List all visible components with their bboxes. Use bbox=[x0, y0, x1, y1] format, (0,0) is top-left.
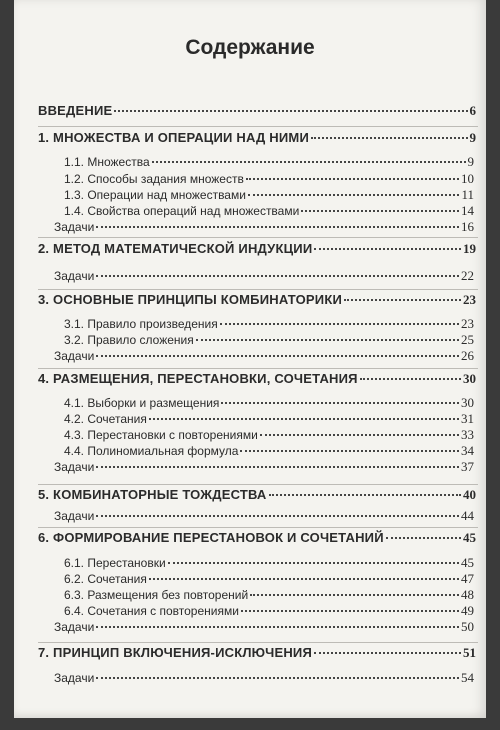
entry-page: 54 bbox=[461, 670, 474, 685]
leader-dots bbox=[114, 110, 467, 112]
toc-entry-exercises[interactable] bbox=[54, 459, 474, 475]
entry-label: 4. РАЗМЕЩЕНИЯ, ПЕРЕСТАНОВКИ, СОЧЕТАНИЯ bbox=[38, 371, 358, 386]
divider bbox=[38, 484, 478, 485]
entry-label: 1. МНОЖЕСТВА И ОПЕРАЦИИ НАД НИМИ bbox=[38, 130, 310, 145]
toc-entry-exercises[interactable] bbox=[54, 219, 474, 235]
leader-dots bbox=[311, 137, 467, 139]
entry-page: 45 bbox=[463, 530, 476, 545]
entry-page: 10 bbox=[461, 171, 474, 186]
entry-label: 1.3. Операции над множествами bbox=[64, 188, 246, 202]
entry-label: 6. ФОРМИРОВАНИЕ ПЕРЕСТАНОВОК И СОЧЕТАНИЙ bbox=[38, 530, 384, 545]
leader-dots bbox=[96, 275, 459, 277]
leader-dots bbox=[96, 226, 459, 228]
toc-entry-introduction[interactable] bbox=[38, 103, 476, 119]
entry-page: 37 bbox=[461, 459, 474, 474]
leader-dots bbox=[248, 194, 460, 196]
entry-label: 5. КОМБИНАТОРНЫЕ ТОЖДЕСТВА bbox=[38, 487, 267, 502]
leader-dots bbox=[269, 494, 461, 496]
leader-dots bbox=[96, 466, 459, 468]
entry-label: Задачи bbox=[54, 269, 95, 283]
entry-page: 23 bbox=[461, 316, 474, 331]
leader-dots bbox=[240, 450, 459, 452]
entry-label: Задачи bbox=[54, 509, 95, 523]
entry-page: 26 bbox=[461, 348, 474, 363]
leader-dots bbox=[149, 578, 459, 580]
entry-page: 11 bbox=[461, 187, 474, 202]
toc-entry-section[interactable] bbox=[64, 154, 474, 170]
entry-label: 6.3. Размещения без повторений bbox=[64, 588, 249, 602]
document-page bbox=[14, 0, 486, 718]
entry-page: 9 bbox=[469, 130, 476, 145]
toc-entry-section[interactable] bbox=[64, 443, 474, 459]
entry-label: Задачи bbox=[54, 671, 95, 685]
leader-dots bbox=[250, 594, 459, 596]
entry-page: 6 bbox=[469, 103, 476, 118]
entry-page: 50 bbox=[461, 619, 474, 634]
toc-entry-chapter-1[interactable] bbox=[38, 130, 476, 146]
page-title: Содержание bbox=[185, 36, 315, 59]
entry-page: 30 bbox=[463, 371, 476, 386]
toc-entry-chapter-4[interactable] bbox=[38, 371, 476, 387]
toc-entry-exercises[interactable] bbox=[54, 348, 474, 364]
entry-page: 34 bbox=[461, 443, 474, 458]
entry-label: 6.4. Сочетания с повторениями bbox=[64, 604, 239, 618]
entry-page: 31 bbox=[461, 411, 474, 426]
toc-entry-section[interactable] bbox=[64, 171, 474, 187]
toc-entry-section[interactable] bbox=[64, 395, 474, 411]
leader-dots bbox=[96, 355, 459, 357]
toc-entry-section[interactable] bbox=[64, 411, 474, 427]
entry-label: 3.1. Правило произведения bbox=[64, 317, 218, 331]
toc-entry-section[interactable] bbox=[64, 187, 474, 203]
leader-dots bbox=[220, 323, 459, 325]
entry-label: 6.1. Перестановки bbox=[64, 556, 166, 570]
toc-entry-chapter-6[interactable] bbox=[38, 530, 476, 546]
entry-label: 3.2. Правило сложения bbox=[64, 333, 194, 347]
entry-page: 44 bbox=[461, 508, 474, 523]
entry-label: Задачи bbox=[54, 460, 95, 474]
entry-label: 6.2. Сочетания bbox=[64, 572, 147, 586]
toc-entry-section[interactable] bbox=[64, 571, 474, 587]
entry-page: 22 bbox=[461, 268, 474, 283]
entry-label: 1.2. Способы задания множеств bbox=[64, 172, 244, 186]
toc-entry-chapter-2[interactable] bbox=[38, 241, 476, 257]
entry-page: 51 bbox=[463, 645, 476, 660]
entry-page: 25 bbox=[461, 332, 474, 347]
entry-label: Задачи bbox=[54, 220, 95, 234]
leader-dots bbox=[96, 626, 459, 628]
entry-page: 49 bbox=[461, 603, 474, 618]
divider bbox=[38, 237, 478, 238]
toc-entry-section[interactable] bbox=[64, 332, 474, 348]
entry-label: 4.3. Перестановки с повторениями bbox=[64, 428, 258, 442]
entry-label: ВВЕДЕНИЕ bbox=[38, 103, 113, 118]
toc-entry-section[interactable] bbox=[64, 427, 474, 443]
leader-dots bbox=[221, 402, 459, 404]
entry-label: 4.1. Выборки и размещения bbox=[64, 396, 220, 410]
toc-entry-section[interactable] bbox=[64, 203, 474, 219]
leader-dots bbox=[344, 299, 461, 301]
entry-page: 30 bbox=[461, 395, 474, 410]
toc-entry-section[interactable] bbox=[64, 555, 474, 571]
entry-label: 1.4. Свойства операций над множествами bbox=[64, 204, 300, 218]
toc-entry-exercises[interactable] bbox=[54, 619, 474, 635]
leader-dots bbox=[196, 339, 459, 341]
entry-page: 16 bbox=[461, 219, 474, 234]
entry-page: 45 bbox=[461, 555, 474, 570]
leader-dots bbox=[96, 515, 459, 517]
divider bbox=[38, 289, 478, 290]
entry-label: 3. ОСНОВНЫЕ ПРИНЦИПЫ КОМБИНАТОРИКИ bbox=[38, 292, 343, 307]
leader-dots bbox=[241, 610, 459, 612]
leader-dots bbox=[149, 418, 459, 420]
entry-label: Задачи bbox=[54, 349, 95, 363]
leader-dots bbox=[260, 434, 459, 436]
entry-label: 7. ПРИНЦИП ВКЛЮЧЕНИЯ-ИСКЛЮЧЕНИЯ bbox=[38, 645, 312, 660]
entry-page: 9 bbox=[467, 154, 474, 169]
entry-page: 19 bbox=[463, 241, 476, 256]
leader-dots bbox=[152, 161, 466, 163]
entry-label: 1.1. Множества bbox=[64, 155, 150, 169]
entry-label: Задачи bbox=[54, 620, 95, 634]
entry-page: 48 bbox=[461, 587, 474, 602]
show-through-text bbox=[276, 2, 476, 32]
leader-dots bbox=[386, 537, 461, 539]
leader-dots bbox=[96, 677, 459, 679]
leader-dots bbox=[301, 210, 459, 212]
entry-page: 40 bbox=[463, 487, 476, 502]
toc-entry-chapter-5[interactable] bbox=[38, 487, 476, 503]
entry-label: 4.2. Сочетания bbox=[64, 412, 147, 426]
leader-dots bbox=[360, 378, 461, 380]
entry-page: 47 bbox=[461, 571, 474, 586]
entry-page: 23 bbox=[463, 292, 476, 307]
toc-entry-exercises[interactable] bbox=[54, 670, 474, 686]
toc-entry-section[interactable] bbox=[64, 587, 474, 603]
entry-label: 4.4. Полиномиальная формула bbox=[64, 444, 239, 458]
entry-page: 33 bbox=[461, 427, 474, 442]
toc-entry-exercises[interactable] bbox=[54, 508, 474, 524]
toc-entry-exercises[interactable] bbox=[54, 268, 474, 284]
leader-dots bbox=[314, 652, 461, 654]
toc-entry-section[interactable] bbox=[64, 603, 474, 619]
entry-page: 14 bbox=[461, 203, 474, 218]
toc-entry-chapter-7[interactable] bbox=[38, 645, 476, 661]
toc-entry-chapter-3[interactable] bbox=[38, 292, 476, 308]
leader-dots bbox=[246, 178, 459, 180]
divider bbox=[38, 126, 478, 127]
divider bbox=[38, 368, 478, 369]
divider bbox=[38, 527, 478, 528]
divider bbox=[38, 642, 478, 643]
leader-dots bbox=[168, 562, 459, 564]
entry-label: 2. МЕТОД МАТЕМАТИЧЕСКОЙ ИНДУКЦИИ bbox=[38, 241, 313, 256]
leader-dots bbox=[314, 248, 461, 250]
toc-entry-section[interactable] bbox=[64, 316, 474, 332]
